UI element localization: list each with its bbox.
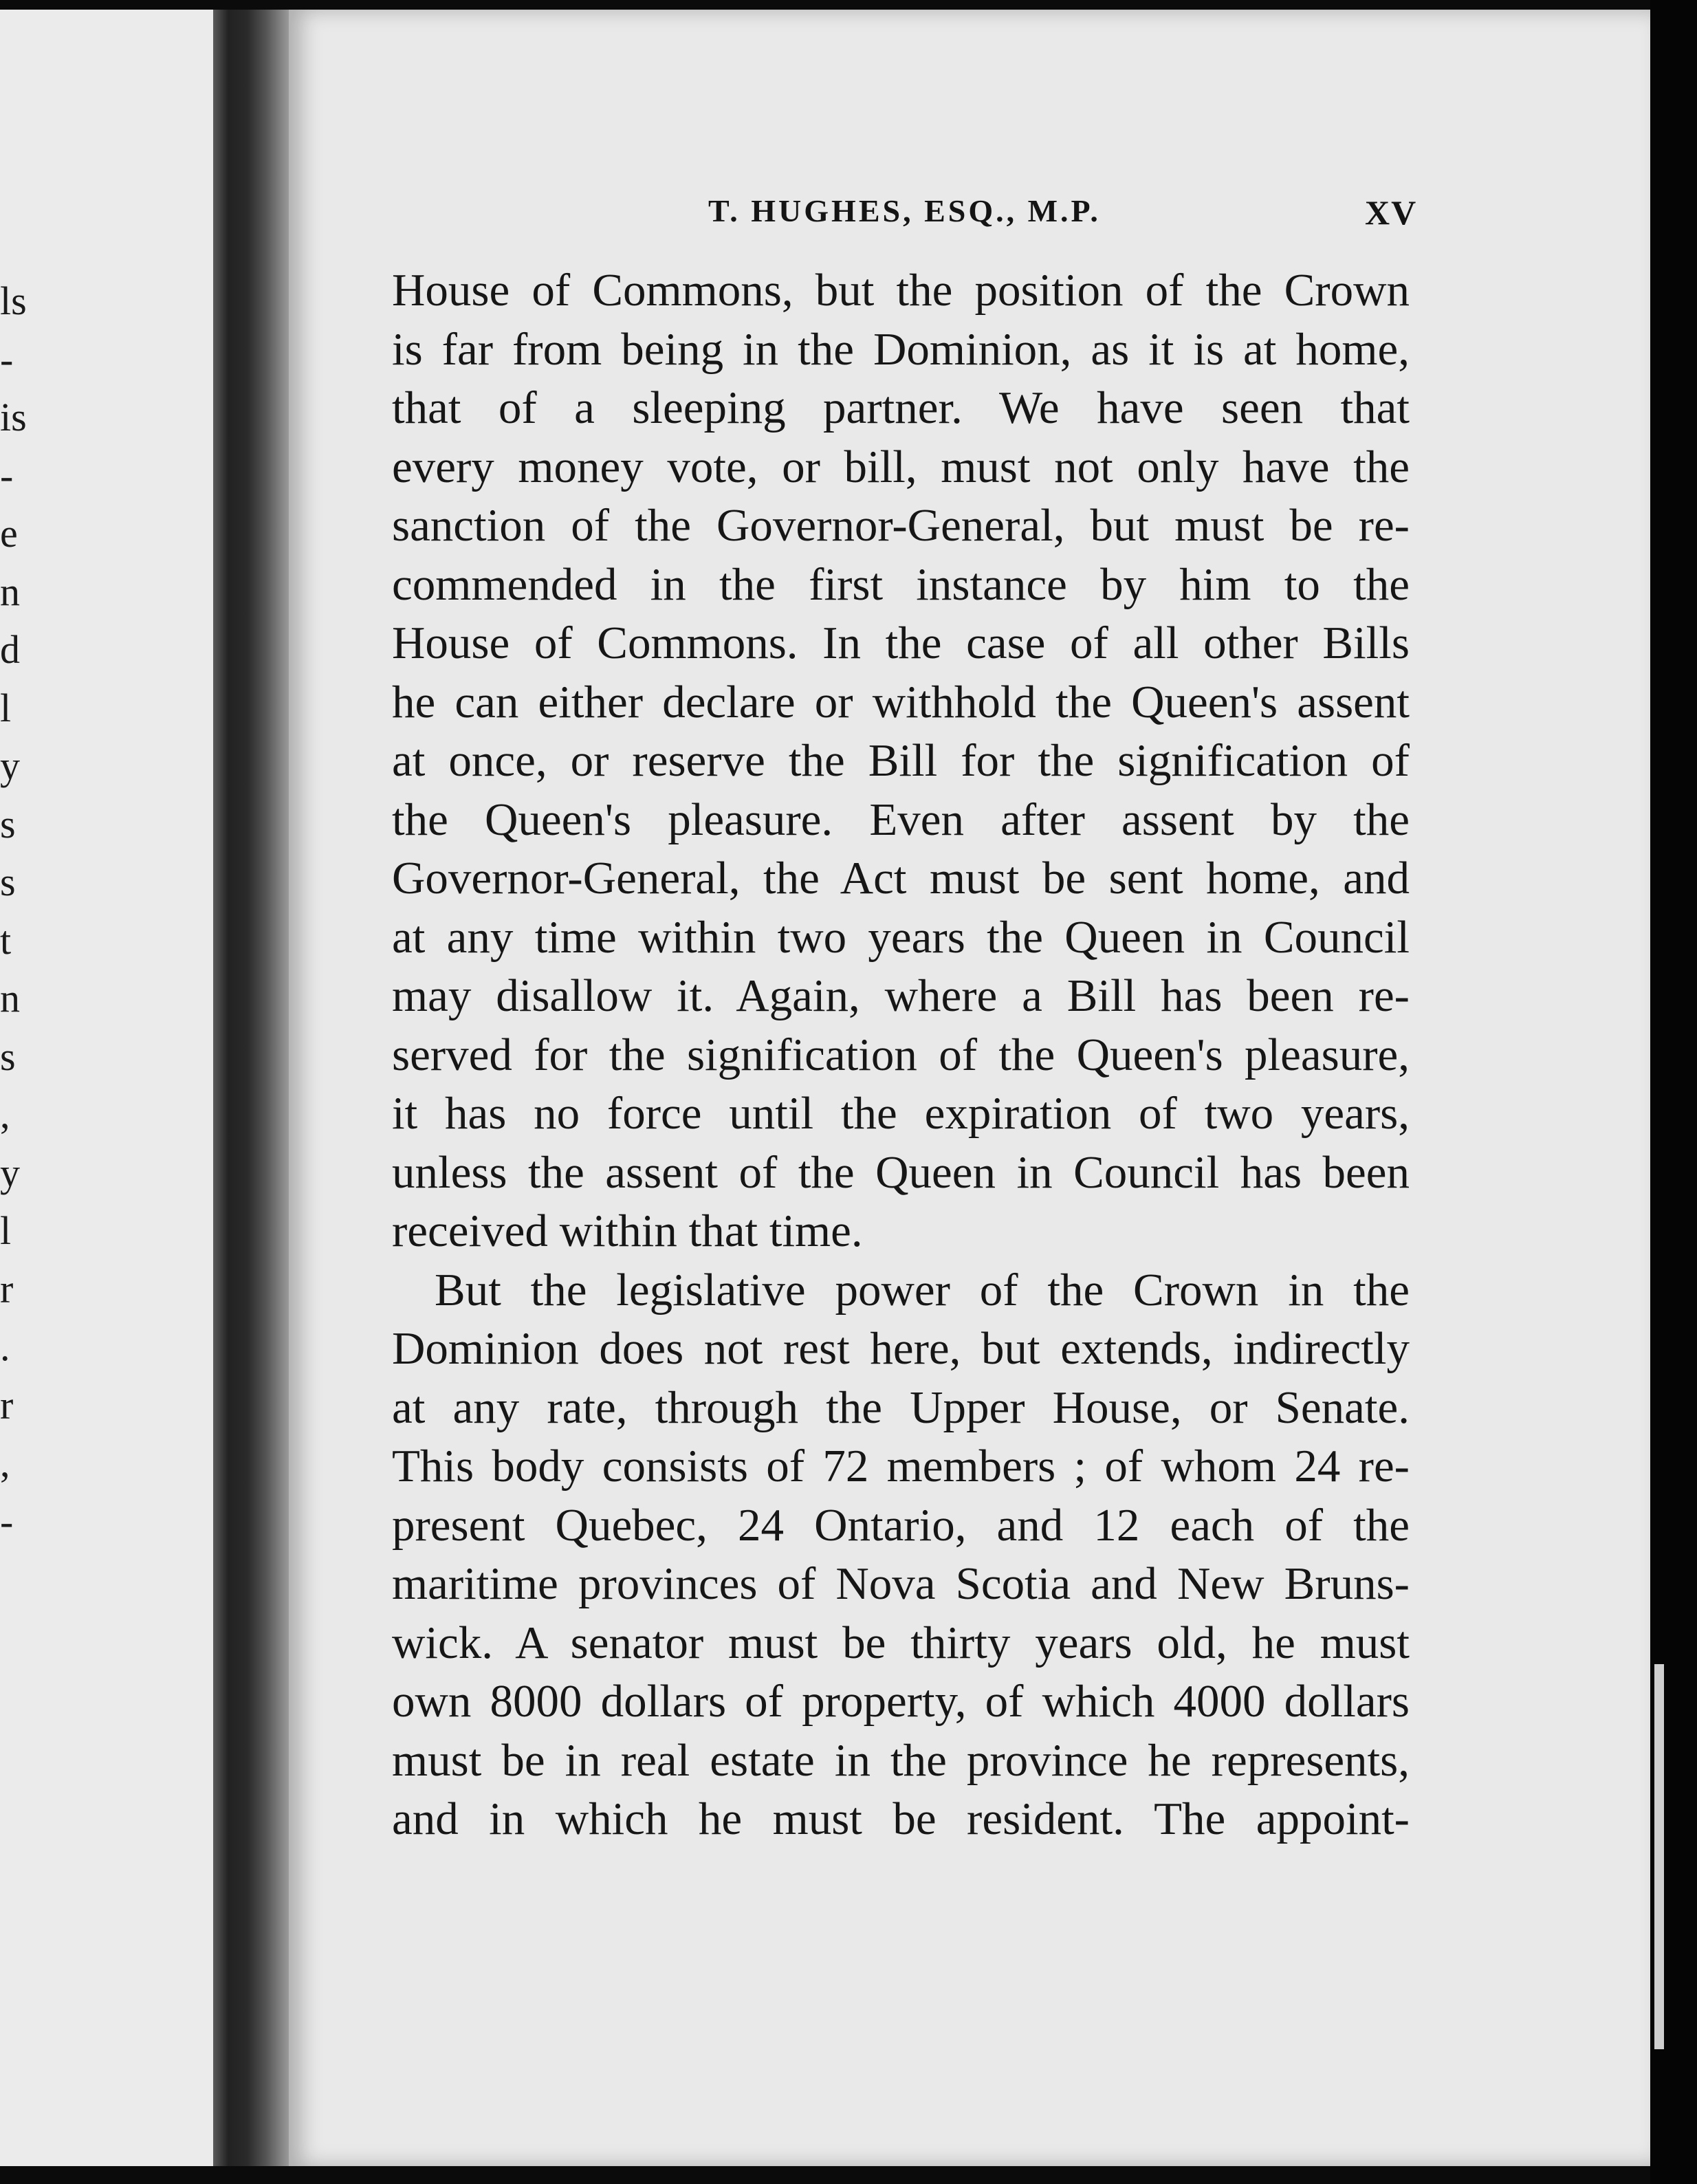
text-line: maritime provinces of Nova Scotia and New Bruns-	[392, 1558, 1410, 1609]
body-text	[392, 261, 1410, 1849]
text-line: unless the assent of the Queen in Council has been	[392, 1146, 1410, 1198]
text-line: wick. A senator must be thirty years old, he must	[392, 1617, 1410, 1668]
previous-page-fragment-char: n	[0, 569, 20, 614]
text-line: own 8000 dollars of property, of which 4000 dollars	[392, 1676, 1410, 1727]
previous-page-fragment-char: ,	[0, 1092, 10, 1137]
text-line: at once, or reserve the Bill for the signification of	[392, 735, 1410, 786]
previous-page-fragment-char: ,	[0, 1441, 10, 1485]
text-line: Governor-General, the Act must be sent home, and	[392, 853, 1410, 904]
text-line: House of Commons. In the case of all other Bills	[392, 618, 1410, 668]
previous-page-fragment-char: y	[0, 1150, 20, 1195]
text-line: that of a sleeping partner. We have seen that	[392, 382, 1410, 433]
paragraph-first-line: But the legislative power of the Crown in the	[435, 1264, 1410, 1315]
previous-page-fragment-char: n	[0, 976, 20, 1020]
text-line: is far from being in the Dominion, as it is at home,	[392, 323, 1410, 375]
previous-page-fragment	[0, 10, 213, 2166]
book-gutter	[213, 10, 289, 2166]
text-line: Dominion does not rest here, but extends, indirectly	[392, 1323, 1410, 1374]
page-number: XV	[1365, 193, 1418, 232]
previous-page-fragment-char: -	[0, 1498, 14, 1544]
previous-page-fragment-char: ls	[0, 279, 27, 323]
previous-page-fragment-char: l	[0, 1208, 12, 1253]
text-line: he can either declare or withhold the Queen's assent	[392, 676, 1410, 728]
text-line: served for the signification of the Queen's pleasure,	[392, 1029, 1410, 1080]
text-line: This body consists of 72 members ; of whom 24 re-	[392, 1441, 1410, 1492]
running-head: T. HUGHES, ESQ., M.P.	[708, 193, 1101, 228]
text-line: and in which he must be resident. The appoint-	[392, 1793, 1410, 1844]
previous-page-text-edge	[0, 10, 213, 2166]
previous-page-fragment-char: s	[0, 860, 16, 904]
scan-border	[1650, 0, 1697, 2184]
previous-page-fragment-char: l	[0, 685, 12, 730]
text-line: sanction of the Governor-General, but must be re-	[392, 500, 1410, 551]
text-line: the Queen's pleasure. Even after assent by the	[392, 794, 1410, 845]
previous-page-fragment-char: t	[0, 917, 12, 963]
previous-page-fragment-char: r	[0, 1266, 14, 1311]
previous-page-fragment-char: s	[0, 1034, 16, 1079]
text-line: must be in real estate in the province he represents,	[392, 1734, 1410, 1786]
text-line: it has no force until the expiration of two years,	[392, 1088, 1410, 1139]
previous-page-fragment-char: s	[0, 801, 16, 847]
text-line: at any time within two years the Queen in Council	[392, 911, 1410, 963]
previous-page-fragment-char: -	[0, 452, 14, 498]
paragraph-last-line: received within that time.	[392, 1205, 863, 1256]
previous-page-fragment-char: .	[0, 1324, 10, 1369]
previous-page-fragment-char: -	[0, 336, 14, 382]
previous-page-fragment-char: r	[0, 1382, 14, 1428]
previous-page-fragment-char: y	[0, 743, 20, 788]
text-line: House of Commons, but the position of the Crown	[392, 265, 1410, 316]
previous-page-fragment-char: is	[0, 395, 27, 439]
text-line: at any rate, through the Upper House, or Senate.	[392, 1382, 1410, 1433]
previous-page-fragment-char: d	[0, 627, 20, 672]
text-line: may disallow it. Again, where a Bill has been re-	[392, 970, 1410, 1021]
text-line: present Quebec, 24 Ontario, and 12 each of the	[392, 1499, 1410, 1551]
page-edge-strip	[1654, 1664, 1664, 2049]
text-line: every money vote, or bill, must not only have the	[392, 441, 1410, 492]
text-line: commended in the first instance by him to the	[392, 558, 1410, 610]
previous-page-fragment-char: e	[0, 511, 18, 556]
